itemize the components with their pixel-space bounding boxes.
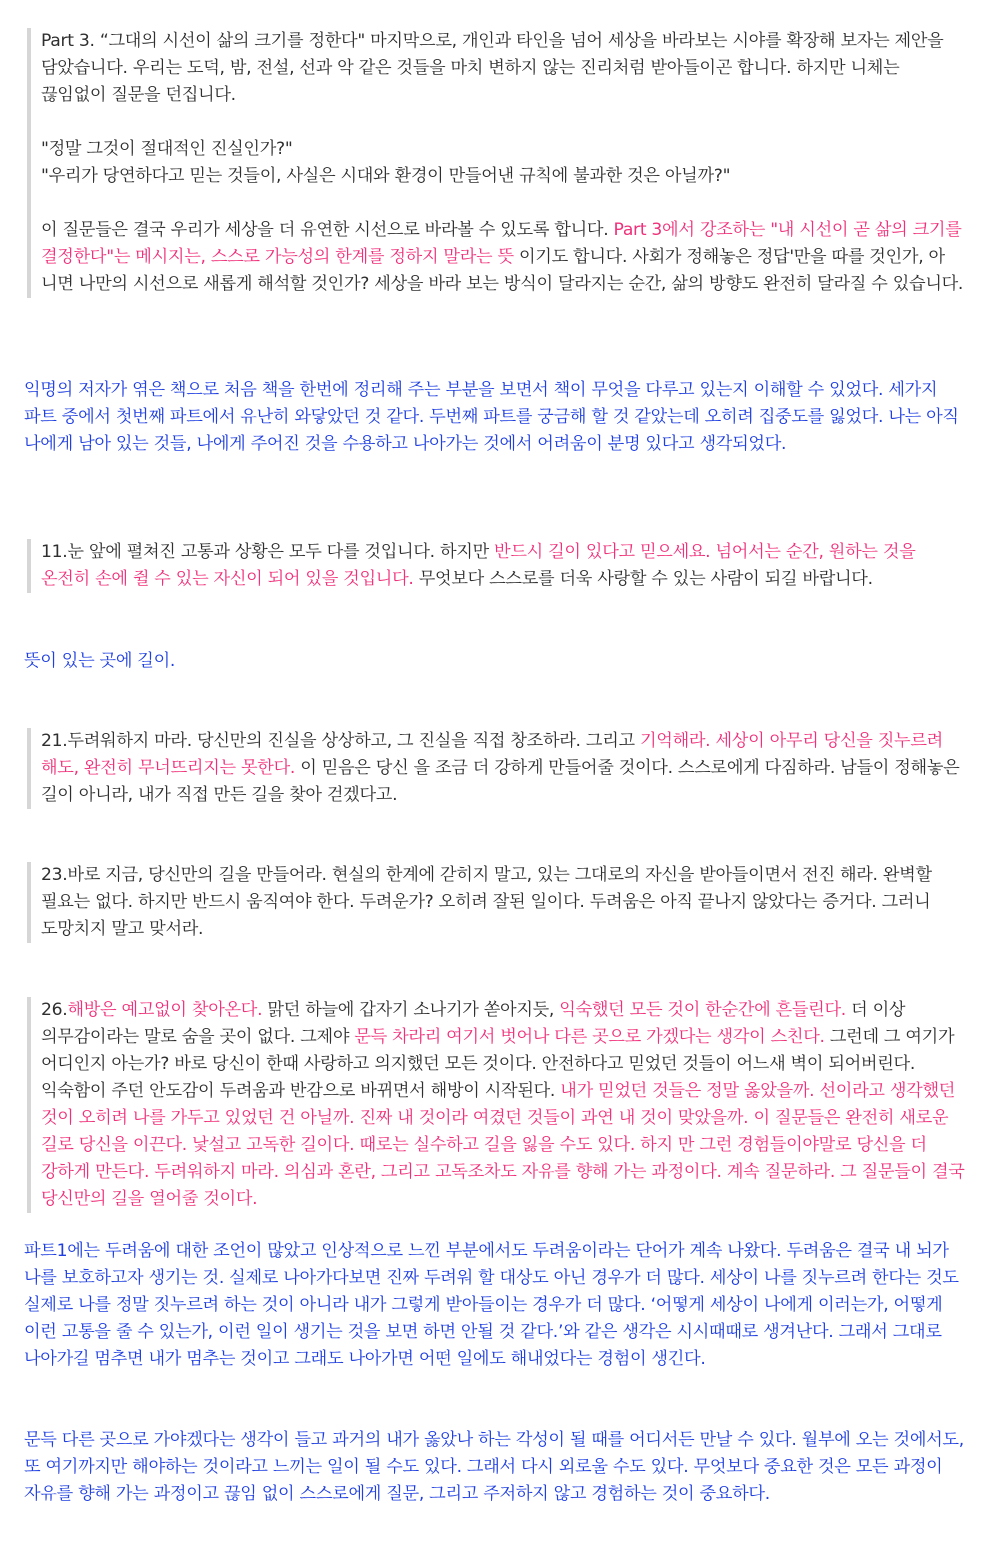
reflection-note: 문득 다른 곳으로 가야겠다는 생각이 들고 과거의 내가 옳았나 하는 각성이 될 때를 어디서든 만날 수 있다. 월부에 오는 것에서도, 또 여기까지만 해야하는 것이라고 느끼는 일이 될 수도 있다. 그래서 다시 외로울 수도 있다. 무엇보다 중요한 것은 모든 과정이 자유를 향해 가는 과정이고 끊임 없이 스스로에게 질문, 그리고 주저하지 않고 경험하는 것이 중요하다. bbox=[24, 1430, 964, 1504]
quote-text: 맑던 하늘에 갑자기 소나기가 쏟아지듯, bbox=[262, 1000, 560, 1020]
quote-text: 무엇보다 스스로를 더욱 사랑할 수 있는 사람이 되길 바랍니다. bbox=[413, 569, 873, 589]
blockquote-23 bbox=[27, 862, 967, 943]
quote-paragraph bbox=[41, 539, 967, 593]
reflection-note: 뜻이 있는 곳에 길이. bbox=[24, 651, 176, 671]
quote-text: 이 질문들은 결국 우리가 세상을 더 유연한 시선으로 바라볼 수 있도록 합니다. bbox=[41, 220, 614, 240]
highlighted-text: Part 3에서 강조하는 "내 시선이 곧 삶의 크기를 결정한다"는 메시지는, 스스로 가능성의 한계를 정하지 말라는 뜻 bbox=[41, 220, 962, 267]
blockquote-21 bbox=[27, 728, 967, 809]
highlighted-text: 해방은 예고없이 찾아온다. bbox=[67, 1000, 263, 1020]
blockquote-part3 bbox=[27, 28, 967, 298]
highlighted-text: 반드시 길이 있다고 믿으세요. 넘어서는 순간, 원하는 것을 온전히 손에 쥘 수 있는 자신이 되어 있을 것입니다. bbox=[41, 542, 916, 589]
blockquote-26 bbox=[27, 997, 967, 1213]
quote-paragraph bbox=[41, 217, 967, 298]
blockquote-11 bbox=[27, 539, 967, 593]
highlighted-text: 문득 차라리 여기서 벗어나 다른 곳으로 가겠다는 생각이 스친다. bbox=[354, 1027, 825, 1047]
quote-text: 이기도 합니다. 사회가 정해놓은 정답'만을 따를 것인가, 아 니면 나만의 시선으로 새롭게 해석할 것인가? 세상을 바라 보는 방식이 달라지는 순간, 삶의 방향도 완전히 달라질 수 있습니다. bbox=[41, 247, 964, 294]
quote-text: 21.두려워하지 마라. 당신만의 진실을 상상하고, 그 진실을 직접 창조하라. 그리고 bbox=[41, 731, 640, 751]
reflection-note: 익명의 저자가 엮은 책으로 처음 책을 한번에 정리해 주는 부분을 보면서 책이 무엇을 다루고 있는지 이해할 수 있었다. 세가지 파트 중에서 첫번째 파트에서 유난히 와닿았던 것 같다. 두번째 파트를 궁금해 할 것 같았는데 오히려 집중도를 잃었다. 나는 아직 나에게 남아 있는 것들, 나에게 주어진 것을 수용하고 나아가는 것에서 어려움이 분명 있다고 생각되었다. bbox=[24, 380, 959, 454]
quote-paragraph: Part 3. “그대의 시선이 삶의 크기를 정한다" 마지막으로, 개인과 타인을 넘어 세상을 바라보는 시야를 확장해 보자는 제안을 담았습니다. 우리는 도덕, 밤, 전설, 선과 악 같은 것들을 마치 변하지 않는 진리처럼 받아들이곤 합니다. 하지만 니체는 끊임없이 질문을 던집니다. bbox=[41, 31, 944, 105]
highlighted-text: 익숙했던 모든 것이 한순간에 흔들린다. bbox=[559, 1000, 846, 1020]
quote-paragraph bbox=[41, 997, 967, 1213]
quote-question-2: "우리가 당연하다고 믿는 것들이, 사실은 시대와 환경이 만들어낸 규칙에 불과한 것은 아닐까?" bbox=[41, 166, 731, 186]
quote-text: 그런데 그 여기가 어디인지 아는가? 바로 당신이 한때 사랑하고 의지했던 모든 것이다. 안전하다고 믿었던 것들이 어느새 벽이 되어버린다. 익숙함이 주던 안도감이 두려움과 반감으로 바뀌면서 해방이 시작된다. bbox=[41, 1027, 955, 1101]
quote-text: 11.눈 앞에 펼쳐진 고통과 상황은 모두 다를 것입니다. 하지만 bbox=[41, 542, 495, 562]
quote-text: 더 이상 의무감이라는 말로 숨을 곳이 없다. 그제야 bbox=[41, 1000, 906, 1047]
highlighted-text: 기억해라. 세상이 아무리 당신을 짓누르려 해도, 완전히 무너뜨리지는 못한다. bbox=[41, 731, 943, 778]
quote-question-1: "정말 그것이 절대적인 진실인가?" bbox=[41, 139, 293, 159]
quote-paragraph bbox=[41, 728, 967, 809]
quote-text: 26. bbox=[41, 1000, 68, 1020]
highlighted-text: 내가 믿었던 것들은 정말 옳았을까. 선이라고 생각했던 것이 오히려 나를 가두고 있었던 건 아닐까. 진짜 내 것이라 여겼던 것들이 과연 내 것이 맞았을까. 이 질문들은 완전히 새로운 길로 당신을 이끈다. 낯설고 고독한 길이다. 때로는 실수하고 길을 잃을 수도 있다. 하지 만 그런 경험들이야말로 당신을 더 강하게 만든다. 두려워하지 마라. 의심과 혼란, 그리고 고독조차도 자유를 향해 가는 과정이다. 계속 질문하라. 그 질문들이 결국 당신만의 길을 열어줄 것이다. bbox=[41, 1081, 965, 1209]
reflection-note: 파트1에는 두려움에 대한 조언이 많았고 인상적으로 느낀 부분에서도 두려움이라는 단어가 계속 나왔다. 두려움은 결국 내 뇌가 나를 보호하고자 생기는 것. 실제로 나아가다보면 진짜 두려워 할 대상도 아닌 경우가 더 많다. 세상이 나를 짓누르려 한다는 것도 실제로 나를 정말 짓누르려 하는 것이 아니라 내가 그렇게 받아들이는 경우가 더 많다. ‘어떻게 세상이 나에게 이러는가, 어떻게 이런 고통을 줄 수 있는가, 이런 일이 생기는 것을 보면 하면 안될 것 같다.’와 같은 생각은 시시때때로 생겨난다. 그래서 그대로 나아가길 멈추면 내가 멈추는 것이고 그래도 나아가면 어떤 일에도 해내었다는 경험이 생긴다. bbox=[24, 1241, 959, 1369]
quote-paragraph: 23.바로 지금, 당신만의 길을 만들어라. 현실의 한계에 갇히지 말고, 있는 그대로의 자신을 받아들이면서 전진 해라. 완벽할 필요는 없다. 하지만 반드시 움직여야 한다. 두려운가? 오히려 잘된 일이다. 두려움은 아직 끝나지 않았다는 증거다. 그러니 도망치지 말고 맞서라. bbox=[41, 865, 932, 939]
quote-text: 이 믿음은 당신 을 조금 더 강하게 만들어줄 것이다. 스스로에게 다짐하라. 남들이 정해놓은 길이 아니라, 내가 직접 만든 길을 찾아 걷겠다고. bbox=[41, 758, 960, 805]
